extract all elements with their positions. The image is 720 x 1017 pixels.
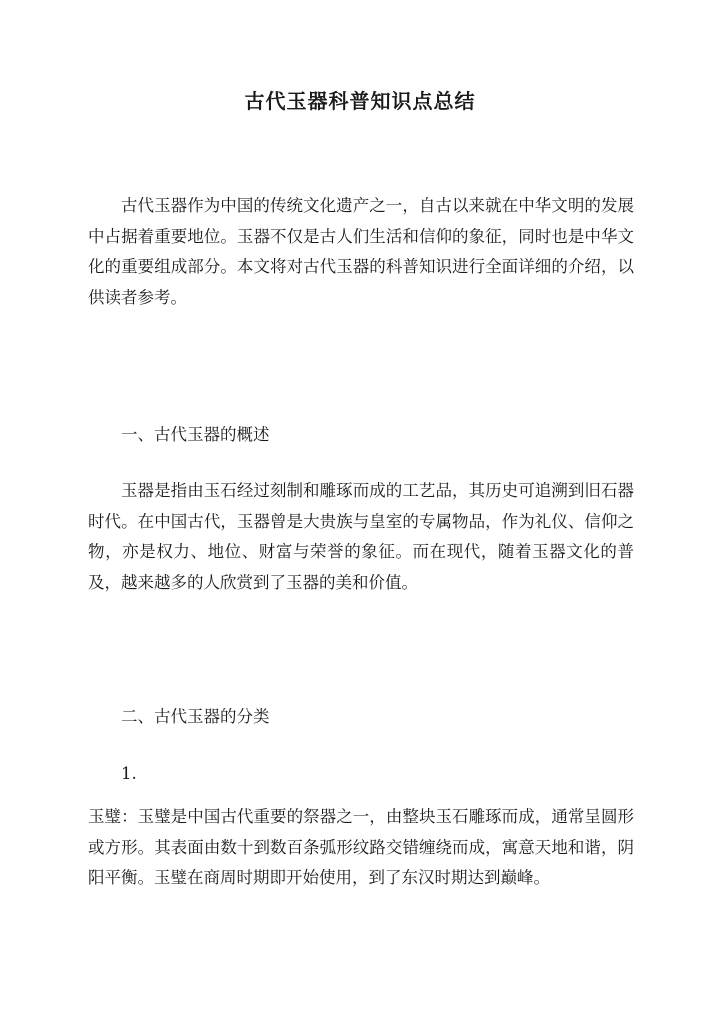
section-1-paragraph: 玉器是指由玉石经过刻制和雕琢而成的工艺品，其历史可追溯到旧石器时代。在中国古代，玉器曾是大贵族与皇室的专属物品，作为礼仪、信仰之物，亦是权力、地位、财富与荣誉的象征。而在现代，随着玉器文化的普及，越来越多的人欣赏到了玉器的美和价值。 — [88, 481, 634, 592]
intro-paragraph: 古代玉器作为中国的传统文化遗产之一，自古以来就在中华文明的发展中占据着重要地位。玉器不仅是古人们生活和信仰的象征，同时也是中华文化的重要组成部分。本文将对古代玉器的科普知识进行全面详细的介绍，以供读者参考。 — [88, 196, 634, 307]
list-item-number: 1. — [121, 764, 137, 783]
section-2-heading: 二、古代玉器的分类 — [121, 707, 270, 726]
document-title: 古代玉器科普知识点总结 — [244, 89, 476, 113]
list-item-paragraph: 玉璧：玉璧是中国古代重要的祭器之一，由整块玉石雕琢而成，通常呈圆形或方形。其表面由数十到数百条弧形纹路交错缠绕而成，寓意天地和谐，阴阳平衡。玉璧在商周时期即开始使用，到了东汉时期达到巅峰。 — [88, 807, 634, 887]
section-1-heading: 一、古代玉器的概述 — [121, 425, 270, 444]
